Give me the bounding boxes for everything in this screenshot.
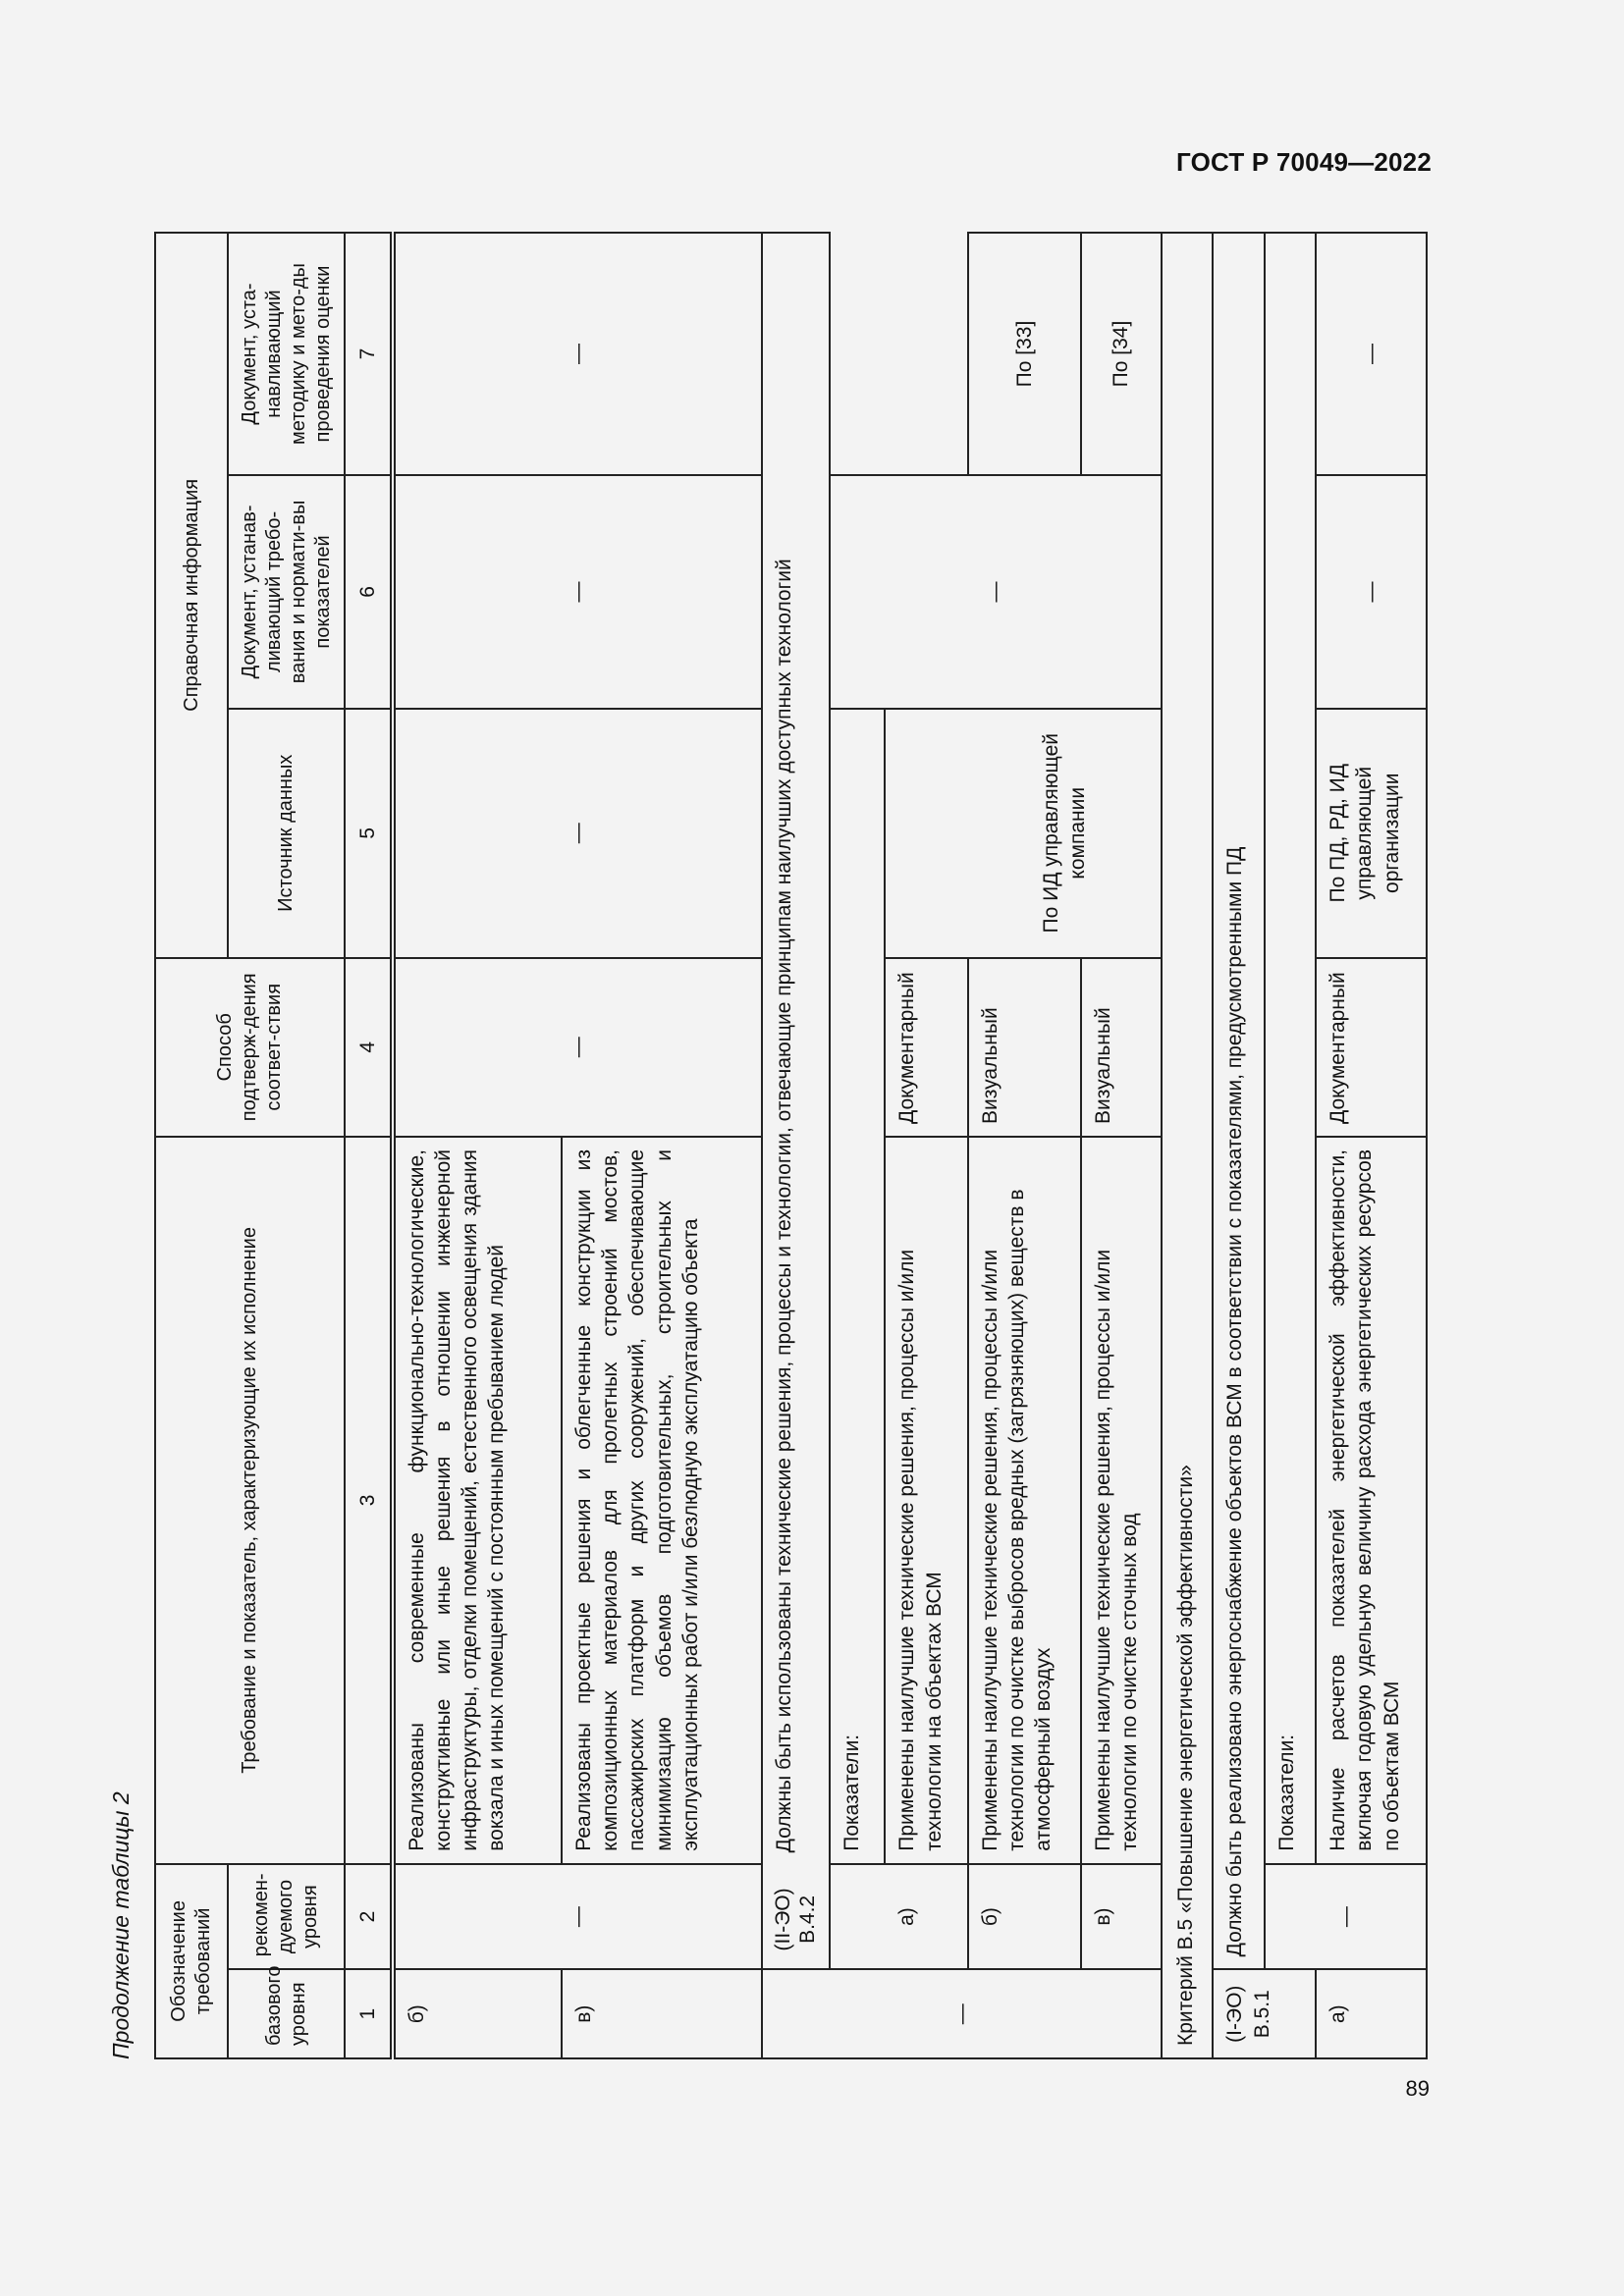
header-recommended-level: рекомен-дуемого уровня	[228, 1864, 345, 1970]
row-b42-source: По ИД управляющей компании	[968, 709, 1162, 958]
header-designation: Обозначение требований	[155, 1864, 228, 2058]
header-requirement: Требование и показатель, характеризующие их исполнение	[155, 1137, 345, 1864]
column-numbers-row	[345, 233, 392, 2058]
row-bv-doc-method: —	[393, 233, 763, 475]
row-bv-recommended: —	[393, 1864, 763, 1970]
row-b42-a-blank	[885, 475, 968, 958]
table-row	[830, 233, 885, 2058]
col-number-4: 4	[345, 958, 392, 1137]
document-code: ГОСТ Р 70049—2022	[1176, 147, 1432, 177]
table-row	[762, 233, 830, 2058]
row-b42-code: (II-ЭО) В.4.2	[772, 1888, 820, 1951]
row-b42-a-letter: а)	[885, 1864, 968, 1970]
row-b42-indicators-label: Показатели:	[830, 709, 885, 1864]
header-doc-requirements: Документ, устанав-ливающий требо-вания и нормати-вы показателей	[228, 475, 345, 709]
row-b51-indicators-label: Показатели:	[1265, 233, 1316, 1864]
row-b42-base: —	[762, 1969, 1162, 2058]
header-reference: Справочная информация	[155, 233, 228, 958]
row-b42-v-doc-req: По [34]	[1081, 233, 1163, 475]
header-base-level: базового уровня	[228, 1969, 345, 2058]
row-b51-text: Должно быть реализовано энергоснабжение объектов ВСМ в соответствии с показателями, предусмотренными ПД	[1213, 233, 1264, 1969]
row-b51-code: (I-ЭО) В.5.1	[1213, 1969, 1316, 2058]
criterion-b5-heading: Критерий В.5 «Повышение энергетической эффективности»	[1162, 233, 1213, 2058]
header-source: Источник данных	[228, 709, 345, 958]
col-number-3: 3	[345, 1137, 392, 1864]
row-b42-text: Должны быть использованы технические решения, процессы и технологии, отвечающие принципам наилучших доступных технологий	[773, 559, 796, 1853]
col-number-1: 1	[345, 1969, 392, 2058]
table-row	[1213, 233, 1264, 2058]
header-doc-method: Документ, уста-навливающий методику и мето-ды проведения оценки	[228, 233, 345, 475]
rotated-table-container	[154, 232, 1428, 2059]
row-b51-a-letter: а)	[1316, 1969, 1427, 2058]
table-row	[1265, 233, 1316, 2058]
row-b51-a-doc-method: —	[1316, 233, 1427, 475]
row-b42-heading	[762, 233, 830, 1969]
row-b42-a-method: Документарный	[885, 958, 968, 1137]
row-b51-a-source: По ПД, РД, ИД управляющей организации	[1316, 709, 1427, 958]
col-number-6: 6	[345, 475, 392, 709]
row-b42-b-text: Применены наилучшие технические решения, процессы и/или технологии по очистке выбросов вредных (загрязняющих) веществ в атмосферный воздух	[968, 1137, 1081, 1864]
row-b42-b-method: Визуальный	[968, 958, 1081, 1137]
col-number-5: 5	[345, 709, 392, 958]
table-row	[393, 233, 562, 2058]
header-method: Способ подтверж-дения соответ-ствия	[155, 958, 345, 1137]
row-b42-b-doc-req: По [33]	[968, 233, 1081, 475]
row-b42-v-method: Визуальный	[1081, 958, 1163, 1137]
row-b42-b-letter: б)	[968, 1864, 1081, 1970]
row-b51-a-doc-req: —	[1316, 475, 1427, 709]
requirements-table	[154, 232, 1428, 2059]
page-number: 89	[1405, 2076, 1430, 2101]
row-b-base-code: б)	[393, 1969, 562, 2058]
row-b51-a-method: Документарный	[1316, 958, 1427, 1137]
row-b42-a-text: Применены наилучшие технические решения, процессы и/или технологии на объектах ВСМ	[885, 1137, 968, 1864]
row-b51-recommended: —	[1265, 1864, 1427, 1970]
row-v-base-code: в)	[562, 1969, 762, 2058]
col-number-2: 2	[345, 1864, 392, 1970]
row-v-text: Реализованы проектные решения и облегченные конструкции из композиционных материалов для пролетных строений мостов, пассажирских платформ и других сооружений, обеспечивающие минимизацию объемов подготовительных, строительных и эксплуатационных работ и/или безлюдную эксплуатацию объекта	[562, 1137, 762, 1864]
table-row	[1316, 233, 1427, 2058]
table-caption: Продолжение таблицы 2	[108, 1791, 134, 2059]
row-bv-doc-req: —	[393, 475, 763, 709]
row-bv-source: —	[393, 709, 763, 958]
row-b42-doc-method: —	[830, 475, 1162, 709]
row-bv-method: —	[393, 958, 763, 1137]
row-b51-a-text: Наличие расчетов показателей энергетической эффективности, включая годовую удельную величину расхода энергетических ресурсов по объектам ВСМ	[1316, 1137, 1427, 1864]
row-b42-v-letter: в)	[1081, 1864, 1163, 1970]
row-b42-v-text: Применены наилучшие технические решения, процессы и/или технологии по очистке сточных вод	[1081, 1137, 1163, 1864]
row-b-text: Реализованы современные функционально-технологические, конструктивные или иные решения в отношении инженерной инфраструктуры, отделки помещений, естественного освещения здания вокзала и иных помещений с постоянным пребыванием людей	[393, 1137, 562, 1864]
table-header-row-1	[155, 233, 228, 2058]
table-row	[1162, 233, 1213, 2058]
table-row	[885, 233, 968, 2058]
col-number-7: 7	[345, 233, 392, 475]
row-b42-blank	[830, 1864, 885, 1970]
